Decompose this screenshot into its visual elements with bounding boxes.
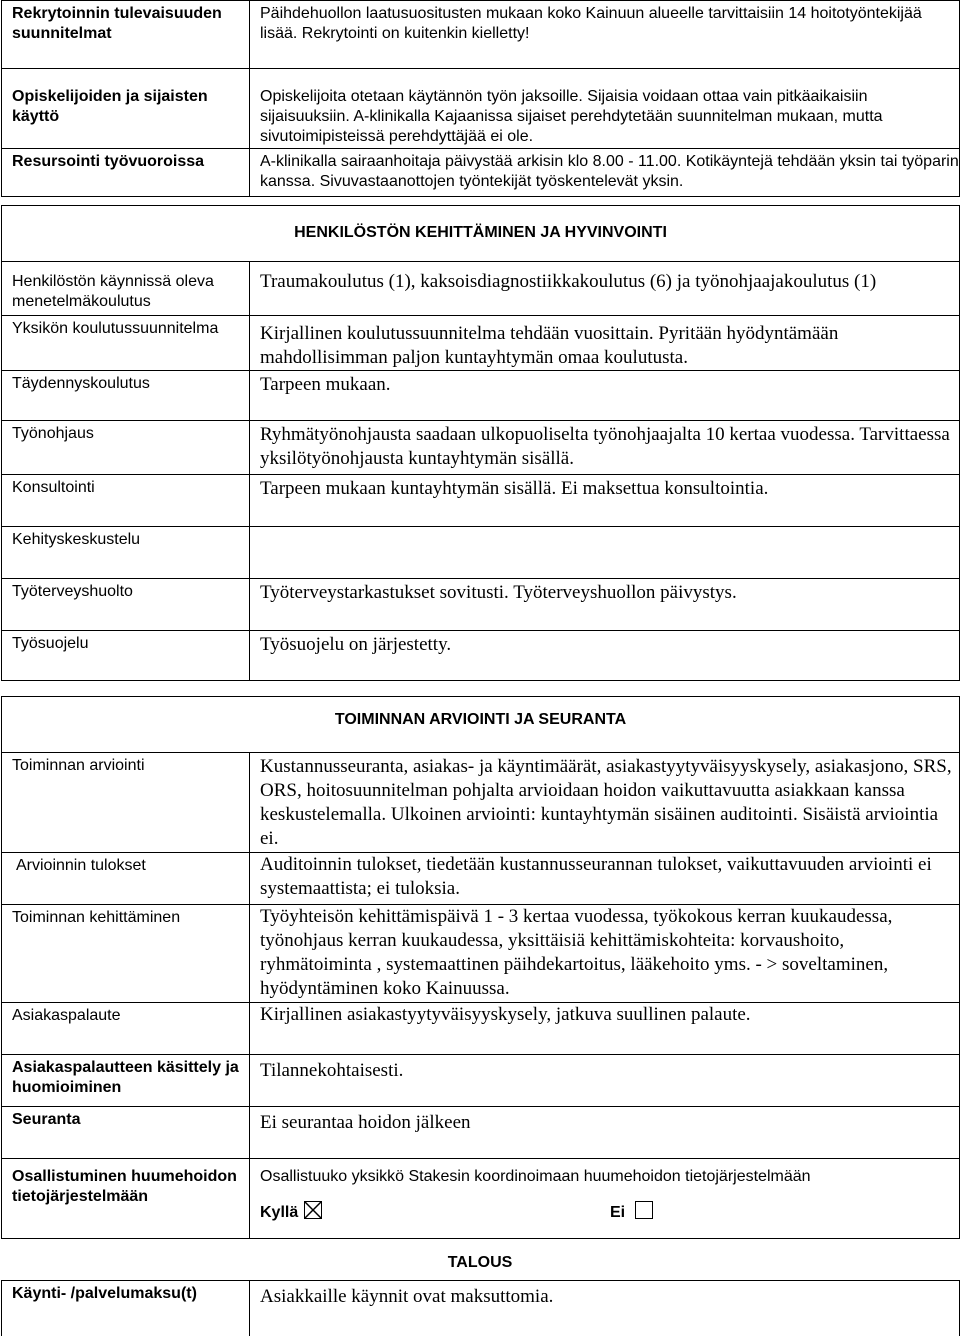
row-text: Kirjallinen koulutussuunnitelma tehdään vuosittain. Pyritään hyödyntämään mahdollisimman paljon kuntayhtymän omaa koulutusta. bbox=[250, 316, 960, 371]
row-text: A-klinikalla sairaanhoitaja päivystää arkisin klo 8.00 - 11.00. Kotikäyntejä tehdään yksin tai työparin kanssa. Sivuvastaanottojen työntekijät työskentelevät yksin. bbox=[250, 149, 960, 197]
recruitment-table bbox=[1, 0, 960, 197]
yes-checkbox-checked-icon[interactable] bbox=[304, 1201, 322, 1219]
section-heading: TALOUS bbox=[447, 1254, 513, 1271]
row-text bbox=[250, 1159, 960, 1239]
row-label: Rekrytoinnin tulevaisuuden suunnitelmat bbox=[2, 1, 250, 69]
row-text: Kirjallinen asiakastyytyväisyyskysely, jatkuva suullinen palaute. bbox=[250, 1003, 960, 1055]
row-label: Yksikön koulutussuunnitelma bbox=[2, 316, 250, 371]
row-text: Päihdehuollon laatusuositusten mukaan koko Kainuun alueelle tarvittaisiin 14 hoitotyöntekijää lisää. Rekrytointi on kuitenkin kielletty! bbox=[250, 1, 960, 69]
row-label: Toiminnan arviointi bbox=[2, 753, 250, 853]
row-label: Toiminnan kehittäminen bbox=[2, 905, 250, 1003]
row-label: Osallistuminen huumehoidon tietojärjestelmään bbox=[2, 1159, 250, 1239]
row-text: Tarpeen mukaan kuntayhtymän sisällä. Ei maksettua konsultointia. bbox=[250, 475, 960, 527]
row-text: Tarpeen mukaan. bbox=[250, 371, 960, 421]
row-text: Asiakkaille käynnit ovat maksuttomia. bbox=[250, 1281, 960, 1336]
row-text: Tilannekohtaisesti. bbox=[250, 1055, 960, 1107]
row-text: Ei seurantaa hoidon jälkeen bbox=[250, 1107, 960, 1159]
row-text: Traumakoulutus (1), kaksoisdiagnostiikkakoulutus (6) ja työnohjaajakoulutus (1) bbox=[250, 262, 960, 316]
row-label: Työnohjaus bbox=[2, 421, 250, 475]
row-label: Täydennyskoulutus bbox=[2, 371, 250, 421]
row-label: Arvioinnin tulokset bbox=[2, 853, 250, 905]
evaluation-table bbox=[1, 696, 960, 1239]
staff-table bbox=[1, 205, 960, 681]
row-label: Resursointi työvuoroissa bbox=[2, 149, 250, 197]
row-label: Asiakaspalaute bbox=[2, 1003, 250, 1055]
row-text: Työyhteisön kehittämispäivä 1 - 3 kertaa vuodessa, työkokous kerran kuukaudessa, työnohjaus kerran kuukaudessa, yksittäisiä kehittämiskohteita: korvaushoito, ryhmätoiminta , systemaattinen päihdekartoitus, lääkehoito yms. - > soveltaminen, hyödyntäminen koko Kainuussa. bbox=[250, 905, 960, 1003]
answer-options bbox=[260, 1201, 959, 1223]
finance-section bbox=[0, 1250, 960, 1272]
row-label: Opiskelijoiden ja sijaisten käyttö bbox=[2, 69, 250, 149]
row-text: Työsuojelu on järjestetty. bbox=[250, 631, 960, 681]
no-option[interactable]: Ei bbox=[610, 1201, 653, 1223]
finance-table bbox=[1, 1280, 960, 1336]
row-label: Työsuojelu bbox=[2, 631, 250, 681]
row-text: Työterveystarkastukset sovitusti. Työterveyshuollon päivystys. bbox=[250, 579, 960, 631]
row-text: Ryhmätyönohjausta saadaan ulkopuoliselta työnohjaajalta 10 kertaa vuodessa. Tarvittaessa yksilötyönohjausta kuntayhtymän sisällä. bbox=[250, 421, 960, 475]
row-label: Henkilöstön käynnissä oleva menetelmäkoulutus bbox=[2, 262, 250, 316]
row-label: Kehityskeskustelu bbox=[2, 527, 250, 579]
question-text: Osallistuuko yksikkö Stakesin koordinoimaan huumehoidon tietojärjestelmään bbox=[260, 1168, 811, 1185]
section-heading: HENKILÖSTÖN KEHITTÄMINEN JA HYVINVOINTI bbox=[2, 206, 960, 262]
section-heading: TOIMINNAN ARVIOINTI JA SEURANTA bbox=[2, 697, 960, 753]
row-text bbox=[250, 527, 960, 579]
row-label: Asiakaspalautteen käsittely ja huomioiminen bbox=[2, 1055, 250, 1107]
row-label: Seuranta bbox=[2, 1107, 250, 1159]
no-checkbox-empty-icon[interactable] bbox=[635, 1201, 653, 1219]
row-label: Työterveyshuolto bbox=[2, 579, 250, 631]
row-label: Käynti- /palvelumaksu(t) bbox=[2, 1281, 250, 1336]
row-text: Auditoinnin tulokset, tiedetään kustannusseurannan tulokset, vaikuttavuuden arviointi ei systemaattista; ei tuloksia. bbox=[250, 853, 960, 905]
row-label: Konsultointi bbox=[2, 475, 250, 527]
row-text: Opiskelijoita otetaan käytännön työn jaksoille. Sijaisia voidaan ottaa vain pitkäaikaisiin sijaisuuksiin. A-klinikalla Kajaanissa sijaiset perehdytetään suunnitelman mukaan, mutta sivutoimipisteissä perehdyttäjää ei ole. bbox=[250, 69, 960, 149]
row-text: Kustannusseuranta, asiakas- ja käyntimäärät, asiakastyytyväisyyskysely, asiakasjono, SRS, ORS, hoitosuunnitelman pohjalta arvioidaan hoidon vaikuttavuutta asiakkaan kanssa keskustelemalla. Ulkoinen arviointi: kuntayhtymän sisäinen auditointi. Sisäistä arviointia ei. bbox=[250, 753, 960, 853]
yes-option[interactable]: Kyllä bbox=[260, 1201, 610, 1223]
